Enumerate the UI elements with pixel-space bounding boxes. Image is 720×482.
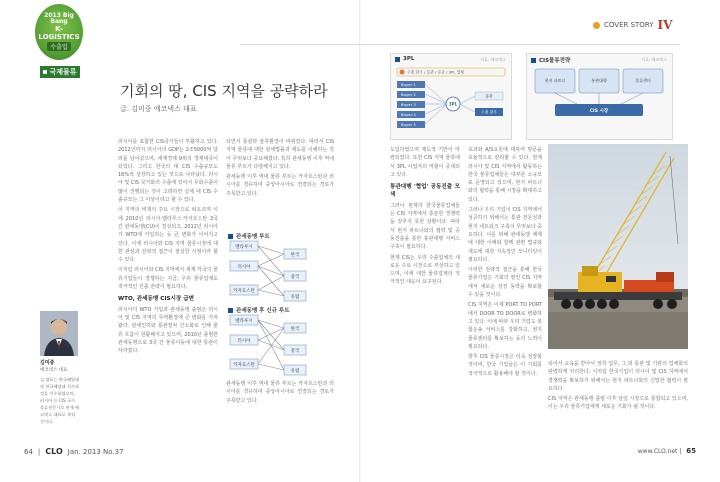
node-label: 한국 [290, 327, 300, 332]
diagram-customs-route [228, 232, 332, 302]
header-rule [240, 44, 680, 45]
article-title: 기회의 땅, CIS 지역을 공략하라 [120, 82, 328, 100]
box-label: 수출 화주 [481, 109, 497, 115]
paragraph: 되면서 통관과 물류환경이 바뀌었다. 따라서 CIS 지역 물류에 대한 관세법률과 제도를 이해하는 것이 무엇보다 중요해졌다. 특히 관세동맹 이후 역내 물류 루트가 다양해지고 있다. [226, 139, 334, 170]
issue-label: Jan. 2013 No.37 [67, 447, 124, 456]
paragraph: 효과와 A/S요원에 대하여 방문을 효율적으로 관리할 수 있다. 현재 러시아 및 CIS 지역에서 활동하는 한국 물류업체들은 대부분 소규모로 운영되고 있으며, 현지 파트너와의 협력을 통해 시장을 확대하고 있다. [468, 147, 542, 203]
flow-label: 수출 화주 / 통관 / 운송 / 3PL 업체 [407, 69, 464, 75]
node-label: 유럽 [290, 369, 300, 374]
right-footer [638, 447, 696, 455]
buyer-label: Buyer 3 [401, 102, 416, 107]
buyer-label: Buyer 5 [401, 122, 416, 127]
diagram-new-route [228, 306, 332, 376]
paragraph: 관세동맹 이후 역내 물류 루트는 카자흐스탄과 러시아를 경유하여 중앙아시아로 연결되는 경로가 주목받고 있다. [226, 381, 334, 404]
buyer-label: Buyer 1 [401, 82, 416, 87]
section-tab [40, 66, 80, 78]
node-label: 한국 [290, 253, 300, 258]
paragraph: 향후 CIS 물류시장은 더욱 성장할 것이며, 한국 기업들은 이 기회를 적극적으로 활용해야 할 것이다. [468, 354, 542, 377]
node-label: 중국 [290, 349, 300, 354]
box-label: 통관대행 [591, 78, 607, 83]
left-column-1 [118, 138, 218, 438]
square-icon [228, 234, 233, 239]
square-icon [228, 308, 233, 313]
node-label: 유럽 [290, 295, 300, 300]
right-column-2 [468, 146, 542, 436]
site-url: www.CLO.net [637, 448, 678, 455]
node-label: 러시아 [237, 339, 251, 344]
node-label: 중국 [290, 275, 300, 280]
chapter-number: IV [657, 18, 673, 32]
figure-source: 자료: 에코넥스 [480, 57, 506, 62]
cover-story-header [593, 18, 672, 32]
diagram-title: 관세동맹 루트 [228, 232, 332, 240]
left-footer [24, 447, 124, 456]
cover-story-label: COVER STORY [604, 21, 654, 29]
paragraph: 러시아의 WTO 가입과 관세동맹 출범은 러시아 및 CIS 지역의 무역환경에 큰 변화를 가져왔다. 관세인하와 통관절차 간소화로 인해 물류 흐름이 원활해지고 있으며, 2010년 출범한 관세동맹으로 3국 간 물류이동에 대한 통관이 사라졌다. [118, 306, 218, 355]
box-label: 물류센터 [635, 78, 651, 83]
right-page [360, 0, 720, 482]
left-column-2 [226, 138, 334, 216]
paragraph: CIS 지역은 이제 PORT TO PORT에서 DOOR TO DOOR로 변화하고 있다. 이에 따라 우리 기업도 복합운송 서비스를 강화하고, 현지 물류센터를 확보하는 등의 노력이 필요하다. [468, 302, 542, 350]
paragraph: 이 지역의 비재의 주요 시장으로 떠오르며 이에 2010년 러시아·벨라루스·카자흐스탄 3국간 관세동맹(CU)이 결성되고, 2012년 러시아가 WTO에 가입하는 등 큰 변화가 이어지고 있다. 이제 러시아와 CIS 지역 물류시장에 대한 관심과 전략적 접근이 절실한 시점이라 할 수 있다. [118, 207, 218, 264]
author-photo [40, 311, 78, 356]
diagram-title: 관세동맹 후 신규 루트 [228, 306, 332, 314]
article-byline: 글. 김미중 에코넥스 대표 [120, 105, 197, 113]
figure-3pl [390, 53, 512, 140]
paragraph: 도입하였으며 제도적 기반이 마련되었다. 또한 CIS 지역 물류에서 3PL 사업자의 역할이 증대되고 있다. [390, 147, 460, 178]
paragraph: 이처럼 러시아와 CIS 지역에서 세계 각국의 물류기업들이 경쟁하는 지금, 우리 물류업계도 적극적인 진출 전략이 필요하다. [118, 267, 218, 291]
subheading: 통관대행 '협업' 공동진출 모색 [390, 184, 460, 199]
paragraph: 현재 CIS는 우리 수출업체의 새로운 수요 시장으로 부상하고 있으며, 이에 대한 물류업계의 적극적인 대응이 요구된다. [390, 254, 460, 286]
diagram-route-graph [228, 314, 332, 376]
subheading: WTO, 관세동맹 CIS시장 급변 [118, 296, 195, 303]
badge-tag: 수출입 [47, 42, 70, 51]
paragraph: 관세동맹 이후 역내 물류 루트는 카자흐스탄과 러시아를 경유하여 중앙아시아로 연결되는 경로가 주목받고 있다. [226, 174, 334, 197]
paragraph: 되어서 교육을 받아서 정착 업무, 그 외 통관 및 기관의 업체화의 완벽하게 처리한다. 이처럼 한국기업이 러시아 및 CIS 지역에서 경쟁력을 확보하기 위해서는 현지 파트너와의 긴밀한 협력이 필요하다. [548, 361, 688, 392]
figure-title: CIS물류전략 [527, 54, 672, 66]
node-label: 벨라루시 [235, 245, 253, 250]
figure-title: 3PL [391, 54, 511, 64]
hub-label: 3PL [448, 101, 458, 107]
left-column-2-lower [226, 380, 334, 438]
author-name: 김미중 [40, 360, 55, 366]
dot-icon [593, 22, 600, 29]
node-label: 러시아 [237, 265, 251, 270]
page-number: 65 [686, 447, 696, 455]
crane-truck-photo [548, 144, 688, 349]
paragraph: 그러나 현재의 한국물류업체들은 CIS 지역에서 충분한 경쟁력을 갖추지 못한 상황이다. 따라서 현지 파트너와의 협력 및 공동진출을 통한 통관대행 서비스 구축이 필요하다. [390, 202, 460, 251]
diagram-route-graph [228, 240, 332, 302]
section-tab-label: 국제물류 [49, 68, 77, 76]
magazine-name: CLO [45, 447, 63, 456]
node-label: 카자흐스탄 [233, 289, 255, 294]
box-label: CIS 시장 [589, 109, 609, 114]
author-role: 에코넥스 대표 [40, 368, 68, 373]
right-column-1 [390, 146, 460, 436]
paragraph: 이러한 전략적 접근을 통해 한국 물류기업은 기회의 땅인 CIS 지역에서 새로운 성장 동력을 확보할 수 있을 것이다. [468, 267, 542, 299]
figure-3pl-graph [391, 66, 511, 138]
figure-cis-strategy [526, 53, 673, 140]
separator: | [37, 447, 41, 456]
page-number: 64 [24, 447, 33, 456]
node-label: 카자흐스탄 [233, 363, 255, 368]
right-column-3 [548, 360, 688, 438]
author-bio: 김 대표는 한국해양대 및 한국해양대 석사과정을 이수하였으며, 러시아 등 CIS 국가 물류전문가로 현재 에코넥스 대표로 재직 중이다. [40, 377, 80, 424]
box-label: 현지 파트너 [544, 78, 566, 83]
paragraph: 러시아를 포함한 CIS국가들이 부활하고 있다. 2012년까지 러시아의 GDP는 2조5000억 달러를 넘어섰으며, 세계경제 9위의 경제대국이 되었다. 그리고 한국의 대 CIS 수출규모도 16%씩 성장하고 있는 것으로 나타났다. 러시아 및 CIS 국가와의 수출에 있어서 무화수출이 많이 진행되는 것이 고려하면 실제 대 CIS 수출규모는 그 이상이라고 할 수 있다. [118, 139, 218, 204]
badge-brand: K-LOGISTICS [38, 24, 80, 41]
paragraph: CIS 지역은 관세동맹 출범 이후 단일 시장으로 통합되고 있으며, 이는 우리 물류기업에게 새로운 기회가 될 것이다. [548, 396, 688, 411]
buyer-label: Buyer 2 [401, 92, 416, 97]
figure-cis-graph [527, 66, 672, 138]
buyer-label: Buyer 4 [401, 112, 416, 117]
box-label: 통관 [485, 93, 493, 99]
big-bang-badge [35, 4, 83, 60]
figure-source: 자료: 에코넥스 [641, 57, 667, 62]
badge-year: 2013 Big Bang [44, 11, 74, 26]
node-label: 벨라루시 [235, 319, 253, 324]
separator: | [679, 448, 684, 455]
square-icon [395, 57, 400, 62]
paragraph: 그러나 우리 기업이 CIS 지역에서 성공하기 위해서는 통관 전문성과 현지 네트워크 구축이 무엇보다 중요하다. 이를 위해 관세동맹 체제에 대한 이해와 함께 관련 법규와 제도에 대한 지속적인 모니터링이 필요하다. [468, 207, 542, 263]
square-icon [531, 58, 536, 63]
square-icon [43, 70, 47, 74]
